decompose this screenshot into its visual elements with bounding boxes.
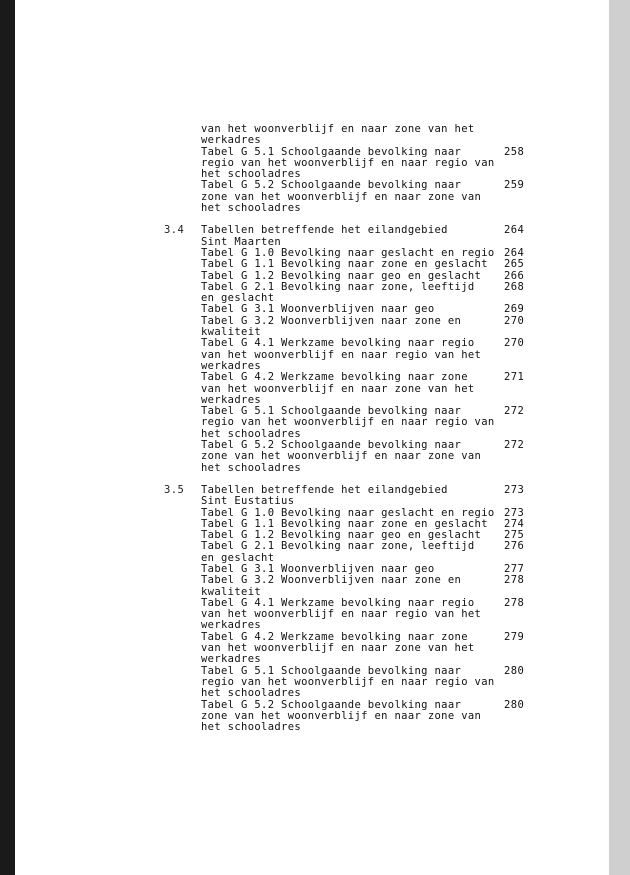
toc-entry: [15, 541, 609, 564]
entry-title-line: Tabel G 1.0 Bevolking naar geslacht en regio: [201, 506, 495, 519]
entry-title-line: het schooladres: [201, 168, 302, 181]
entry-title-line: Tabel G 3.1 Woonverblijven naar geo: [201, 562, 435, 575]
entry-title: [201, 338, 497, 372]
entry-title-line: Tabel G 5.1 Schoolgaande bevolking naar: [201, 664, 462, 677]
entry-title-line: van het woonverblijf en naar zone van het: [201, 642, 475, 655]
entry-title-line: het schooladres: [201, 461, 302, 474]
section-number: 3.5: [164, 483, 185, 496]
page-number: 273: [504, 483, 525, 496]
toc-entry: [15, 282, 609, 305]
entry-title-line: Tabel G 5.2 Schoolgaande bevolking naar: [201, 179, 462, 192]
entry-title-line: Tabel G 5.1 Schoolgaande bevolking naar: [201, 145, 462, 158]
page-number: 258: [504, 145, 525, 158]
page-number: 273: [504, 506, 525, 519]
entry-title-line: van het woonverblijf en naar regio van het: [201, 348, 482, 361]
entry-title-line: Sint Maarten: [201, 235, 282, 248]
entry-title-line: Tabellen betreffende het eilandgebied: [201, 483, 448, 496]
page-number: 269: [504, 303, 525, 316]
toc-entry: [15, 666, 609, 700]
toc-entry: [15, 700, 609, 734]
document-page: [15, 0, 609, 875]
entry-title: [201, 259, 497, 270]
entry-title-line: Tabel G 5.1 Schoolgaande bevolking naar: [201, 405, 462, 418]
toc-entry: [15, 598, 609, 632]
entry-title-line: het schooladres: [201, 687, 302, 700]
toc-entry: [15, 316, 609, 339]
entry-title: [201, 541, 497, 564]
scan-right-border: [609, 0, 630, 875]
entry-title-line: het schooladres: [201, 202, 302, 215]
entry-title-line: Tabel G 4.2 Werkzame bevolking naar zone: [201, 630, 468, 643]
page-number: 279: [504, 630, 525, 643]
entry-title-line: zone van het woonverblijf en naar zone van: [201, 709, 482, 722]
page-number: 275: [504, 529, 525, 542]
entry-title: [201, 575, 497, 598]
section-number: 3.4: [164, 224, 185, 237]
entry-title: [201, 372, 497, 406]
page-number: 274: [504, 517, 525, 530]
toc-entry: [15, 440, 609, 474]
page-number: 270: [504, 337, 525, 350]
entry-title-line: Tabel G 5.2 Schoolgaande bevolking naar: [201, 698, 462, 711]
entry-title: [201, 406, 497, 440]
entry-title-line: Tabel G 1.2 Bevolking naar geo en geslacht: [201, 269, 482, 282]
page-number: 278: [504, 574, 525, 587]
entry-title-line: Tabellen betreffende het eilandgebied: [201, 224, 448, 237]
entry-title: [201, 666, 497, 700]
entry-title-line: Tabel G 1.2 Bevolking naar geo en geslacht: [201, 529, 482, 542]
entry-title-line: kwaliteit: [201, 326, 262, 339]
entry-title-line: regio van het woonverblijf en naar regio van: [201, 675, 495, 688]
toc-entry: [15, 147, 609, 181]
entry-title-line: en geslacht: [201, 551, 275, 564]
entry-title: [201, 124, 497, 147]
page-number: 265: [504, 258, 525, 271]
entry-title: [201, 485, 497, 508]
entry-title: [201, 598, 497, 632]
toc-entry: [15, 338, 609, 372]
entry-title-line: Tabel G 4.1 Werkzame bevolking naar regio: [201, 337, 475, 350]
toc-entry: [15, 124, 609, 147]
page-number: 268: [504, 280, 525, 293]
entry-title-line: Sint Eustatius: [201, 495, 295, 508]
toc-section-heading: [15, 225, 609, 248]
entry-title-line: Tabel G 1.0 Bevolking naar geslacht en regio: [201, 246, 495, 259]
page-number: 264: [504, 224, 525, 237]
page-number: 280: [504, 664, 525, 677]
entry-title-line: werkadres: [201, 619, 262, 632]
entry-title-line: regio van het woonverblijf en naar regio van: [201, 416, 495, 429]
page-number: 264: [504, 246, 525, 259]
entry-title-line: Tabel G 4.2 Werkzame bevolking naar zone: [201, 371, 468, 384]
entry-title: [201, 440, 497, 474]
page-number: 272: [504, 439, 525, 452]
entry-title: [201, 225, 497, 248]
entry-title-line: van het woonverblijf en naar zone van het: [201, 382, 475, 395]
page-number: 266: [504, 269, 525, 282]
entry-title-line: zone van het woonverblijf en naar zone van: [201, 190, 482, 203]
toc-entry: [15, 180, 609, 214]
page-number: 280: [504, 698, 525, 711]
toc-section-heading: [15, 485, 609, 508]
table-of-contents: [15, 124, 609, 733]
entry-title-line: het schooladres: [201, 427, 302, 440]
page-number: 272: [504, 405, 525, 418]
entry-title-line: van het woonverblijf en naar regio van het: [201, 608, 482, 621]
entry-title-line: van het woonverblijf en naar zone van het: [201, 123, 475, 135]
entry-title-line: zone van het woonverblijf en naar zone van: [201, 450, 482, 463]
page-number: 271: [504, 371, 525, 384]
entry-title-line: Tabel G 3.2 Woonverblijven naar zone en: [201, 574, 462, 587]
toc-entry: [15, 372, 609, 406]
entry-title-line: het schooladres: [201, 721, 302, 734]
entry-title: [201, 700, 497, 734]
entry-title-line: Tabel G 3.2 Woonverblijven naar zone en: [201, 314, 462, 327]
entry-title: [201, 632, 497, 666]
page-number: 277: [504, 562, 525, 575]
entry-title: [201, 147, 497, 181]
toc-entry: [15, 406, 609, 440]
entry-title-line: kwaliteit: [201, 585, 262, 598]
entry-title-line: Tabel G 2.1 Bevolking naar zone, leeftijd: [201, 540, 475, 553]
entry-title: [201, 282, 497, 305]
page-number: 270: [504, 314, 525, 327]
entry-title: [201, 316, 497, 339]
page-number: 276: [504, 540, 525, 553]
entry-title: [201, 180, 497, 214]
entry-title-line: Tabel G 1.1 Bevolking naar zone en geslacht: [201, 517, 488, 530]
page-number: 278: [504, 596, 525, 609]
entry-title-line: werkadres: [201, 393, 262, 406]
entry-title-line: regio van het woonverblijf en naar regio van: [201, 156, 495, 169]
scan-left-border: [0, 0, 15, 875]
entry-title-line: werkadres: [201, 653, 262, 666]
entry-title-line: Tabel G 4.1 Werkzame bevolking naar regio: [201, 596, 475, 609]
toc-entry: [15, 259, 609, 270]
entry-title-line: werkadres: [201, 359, 262, 372]
entry-title-line: Tabel G 3.1 Woonverblijven naar geo: [201, 303, 435, 316]
entry-title-line: en geslacht: [201, 292, 275, 305]
entry-title-line: Tabel G 1.1 Bevolking naar zone en geslacht: [201, 258, 488, 271]
page-number: 259: [504, 179, 525, 192]
entry-title-line: Tabel G 5.2 Schoolgaande bevolking naar: [201, 439, 462, 452]
entry-title-line: Tabel G 2.1 Bevolking naar zone, leeftijd: [201, 280, 475, 293]
toc-entry: [15, 575, 609, 598]
toc-entry: [15, 632, 609, 666]
entry-title-line: werkadres: [201, 134, 262, 147]
